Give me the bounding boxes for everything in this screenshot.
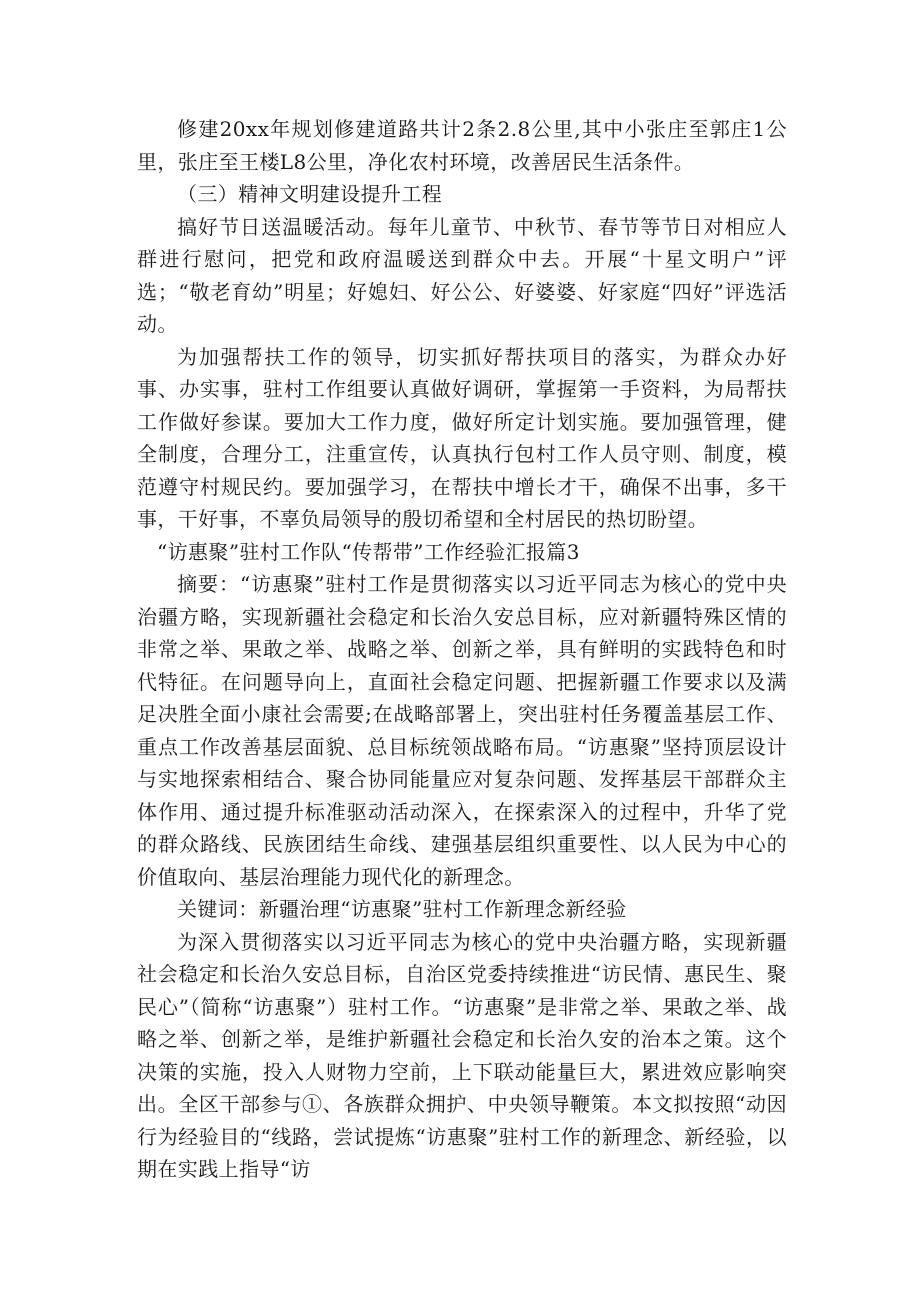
paragraph-road-construction: 修建20xx年规划修建道路共计2条2.8公里,其中小张庄至郭庄1公里，张庄至王楼L8公里，净化农村环境，改善居民生活条件。: [137, 117, 787, 174]
paragraph-assistance-leadership: 为加强帮扶工作的领导，切实抓好帮扶项目的落实，为群众办好事、办实事，驻村工作组要认真做好调研，掌握第一手资料，为局帮扶工作做好参谋。要加大工作力度，做好所定计划实施。要加强管理，健全制度，合理分工，注重宣传，认真执行包村工作人员守则、制度，模范遵守村规民约。要加强学习，在帮扶中增长才干，确保不出事，多干事，干好事，不辜负局领导的殷切希望和全村居民的热切盼望。: [137, 344, 787, 531]
paragraph-abstract: 摘要：“访惠聚”驻村工作是贯彻落实以习近平同志为核心的党中央治疆方略，实现新疆社会稳定和长治久安总目标，应对新疆特殊区情的非常之举、果敢之举、战略之举、创新之举，具有鲜明的实践特色和时代特征。在问题导向上，直面社会稳定问题、把握新疆工作要求以及满足决胜全面小康社会需要;在战略部署上，突出驻村任务覆盖基层工作、重点工作改善基层面貌、总目标统领战略布局。“访惠聚”坚持顶层设计与实地探索相结合、聚合协同能量应对复杂问题、发挥基层干部群众主体作用、通过提升标准驱动活动深入，在探索深入的过程中，升华了党的群众路线、民族团结生命线、建强基层组织重要性、以人民为中心的价值取向、基层治理能力现代化的新理念。: [137, 572, 787, 889]
paragraph-holiday-activities: 搞好节日送温暖活动。每年儿童节、中秋节、春节等节日对相应人群进行慰问，把党和政府温暖送到群众中去。开展“十星文明户”评选；“敬老育幼”明星；好媳妇、好公公、好婆婆、好家庭“四好”评选活动。: [137, 214, 787, 336]
paragraph-introduction: 为深入贯彻落实以习近平同志为核心的党中央治疆方略，实现新疆社会稳定和长治久安总目标，自治区党委持续推进“访民情、惠民生、聚民心”（简称“访惠聚”）驻村工作。“访惠聚”是非常之举、果敢之举、战略之举、创新之举，是维护新疆社会稳定和长治久安的治本之策。这个决策的实施，投入人财物力空前，上下联动能量巨大，累进效应影响突出。全区干部参与①、各族群众拥护、中央领导鞭策。本文拟按照“动因行为经验目的“线路，尝试提炼“访惠聚”驻村工作的新理念、新经验，以期在实践上指导“访: [137, 929, 787, 1181]
article-title: “访惠聚”驻村工作队“传帮带”工作经验汇报篇3: [157, 539, 580, 564]
document-body: [137, 113, 787, 1186]
paragraph-keywords: 关键词：新疆治理“访惠聚”驻村工作新理念新经验: [177, 897, 627, 921]
section-heading-spiritual-civilization: （三）精神文明建设提升工程: [177, 182, 443, 206]
